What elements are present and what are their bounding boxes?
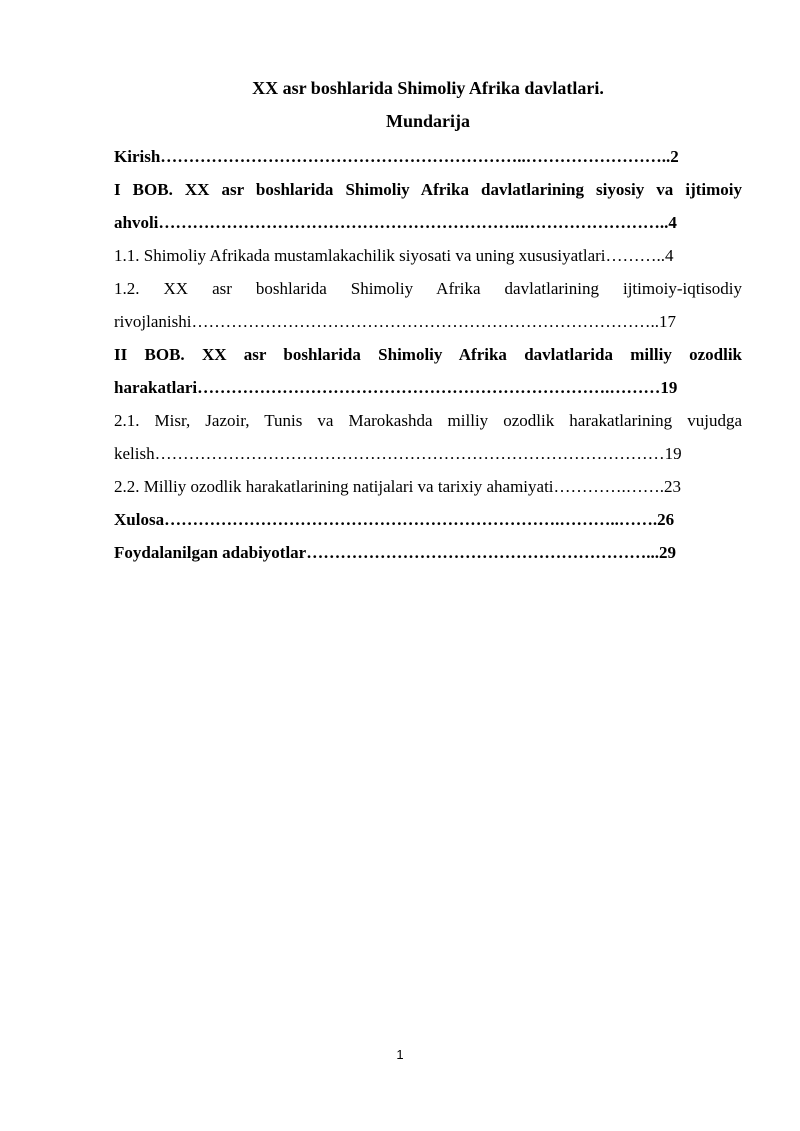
toc-entry-bob2: II BOB. XX asr boshlarida Shimoliy Afrika davlatlarida milliy ozodlik bbox=[114, 345, 742, 364]
toc-entry-kirish: Kirish………………………………………………………..……………………..2 bbox=[114, 147, 679, 166]
toc-entry-bob2-continued: harakatlari……………………………………………………………….………19 bbox=[114, 378, 678, 397]
toc-entry-section-2-1-continued: kelish………………………………………………………………………………19 bbox=[114, 444, 682, 463]
document-title: XX asr boshlarida Shimoliy Afrika davlatlari. bbox=[252, 78, 604, 98]
toc-entry-bob1: I BOB. XX asr boshlarida Shimoliy Afrika davlatlarining siyosiy va ijtimoiy bbox=[114, 180, 742, 199]
toc-entry-section-1-1: 1.1. Shimoliy Afrikada mustamlakachilik siyosati va uning xususiyatlari………..4 bbox=[114, 246, 674, 265]
toc-entry-section-2-1: 2.1. Misr, Jazoir, Tunis va Marokashda milliy ozodlik harakatlarining vujudga bbox=[114, 411, 742, 430]
toc-entry-section-2-2: 2.2. Milliy ozodlik harakatlarining natijalari va tarixiy ahamiyati………….…….23 bbox=[114, 477, 682, 496]
toc-entry-section-1-2: 1.2. XX asr boshlarida Shimoliy Afrika davlatlarining ijtimoiy-iqtisodiy bbox=[114, 279, 742, 298]
toc-heading: Mundarija bbox=[385, 111, 470, 131]
page-number: 1 bbox=[396, 1047, 404, 1062]
toc-entry-bob1-continued: ahvoli………………………………………………………..……………………..4 bbox=[114, 213, 677, 232]
toc-entry-section-1-2-continued: rivojlanishi………………………………………………………………………..17 bbox=[114, 312, 676, 331]
toc-entry-adabiyotlar: Foydalanilgan adabiyotlar……………………………………………………...29 bbox=[114, 543, 676, 562]
table-of-contents bbox=[114, 140, 742, 569]
toc-entry-xulosa: Xulosa…………………………………………………………….………..…….26 bbox=[114, 510, 675, 529]
